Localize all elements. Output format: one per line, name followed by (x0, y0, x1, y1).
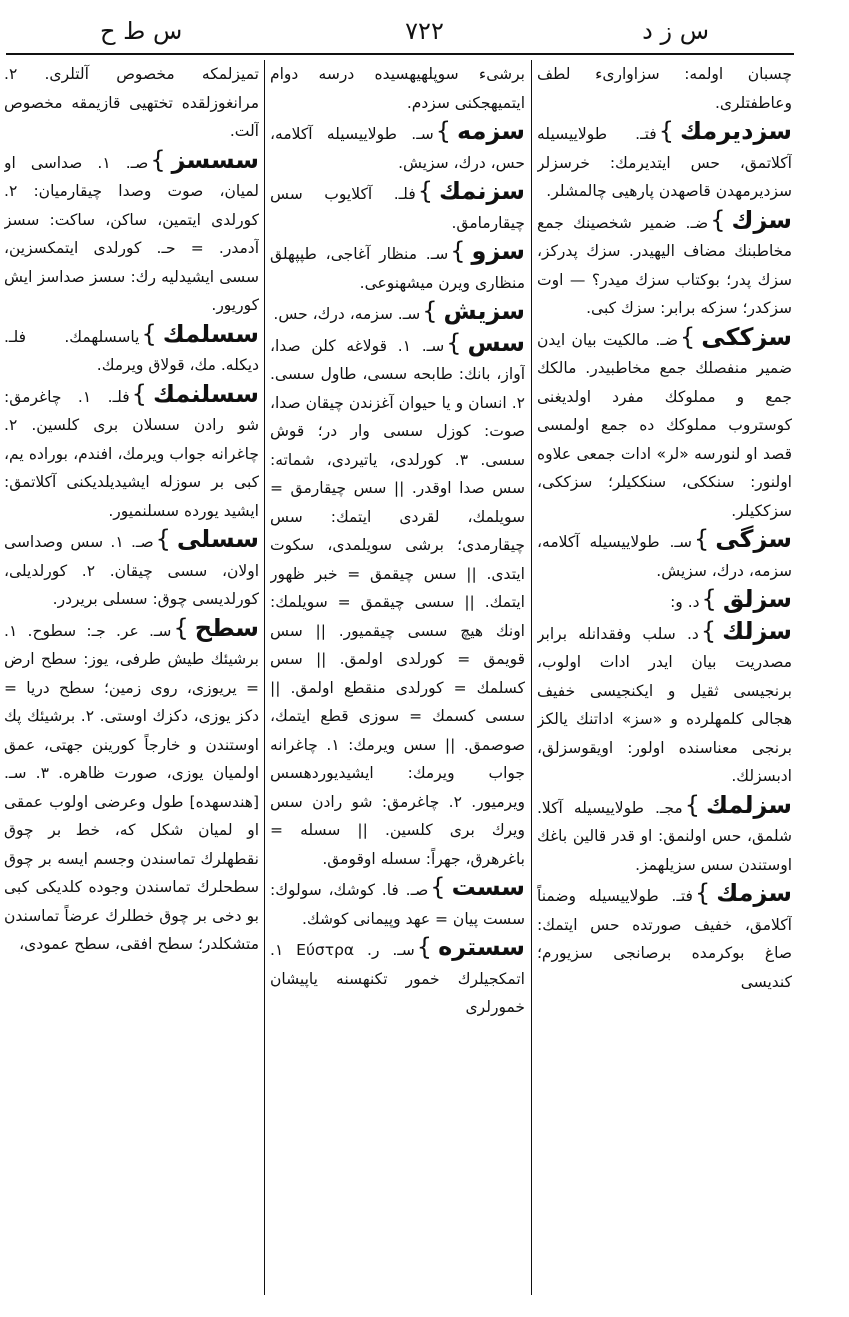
entry-brace: } (417, 177, 434, 205)
dictionary-entry (270, 177, 525, 237)
dictionary-entry (537, 791, 792, 880)
dictionary-entry (4, 614, 259, 959)
entry-definition: فلـ. ١. چاغرمق: شو رادن سسلان بری كلسین. ٢. چاغرانه جواب ویرمك، افندم، بوراده یم، كبی بر سوزله ایشیدیلدیكنی آكلاتمق: ایشید یورده سسلنمیور. (4, 387, 259, 520)
dictionary-entry (537, 525, 792, 585)
entry-definition: سـ. منظار آغاجی، طپپهلق منظاری ویرن میشهنوعی. (270, 245, 525, 292)
entry-definition: سـ. طولاییسیله آكلامه، حس، درك، سزیش. (270, 125, 525, 172)
page-number: ٧٢٢ (405, 17, 444, 45)
entry-headword: سس (467, 328, 525, 357)
dictionary-entry (537, 117, 792, 206)
column-divider (531, 60, 532, 1295)
entry-headword: سسلی (176, 525, 259, 553)
entry-headword: سسلمك (162, 319, 259, 348)
entry-brace: } (684, 790, 701, 819)
entry-headword: سطح (194, 613, 259, 642)
entry-headword: سزلق (722, 585, 792, 613)
dictionary-entry (270, 933, 525, 1022)
dictionary-entry (4, 380, 259, 526)
entry-definition: فلـ. آكلایوب سس چیقارمامق. (270, 185, 525, 232)
entry-definition: تمیزلمكه مخصوص آلتلری. ٢. مرانغوزلقده تختهیی قازیمقه مخصوص آلت. (4, 65, 259, 140)
entry-brace: } (131, 379, 147, 408)
entry-headword: سزككی (701, 322, 792, 351)
entry-headword: سزمك (716, 879, 792, 907)
entry-brace: } (430, 873, 446, 901)
entry-brace: } (710, 205, 726, 234)
entry-headword: سزنمك (439, 177, 525, 205)
dictionary-entry (270, 117, 525, 177)
entry-definition: صـ. فا. كوشك، سولوك: سست پیان = عهد وپیمانی كوشك. (270, 881, 525, 928)
entry-brace: } (446, 328, 462, 357)
entry-brace: } (141, 319, 157, 348)
dictionary-entry (537, 60, 792, 117)
entry-headword: سزگی (715, 525, 792, 553)
dictionary-entry (537, 323, 792, 526)
entry-headword: سزو (471, 237, 525, 265)
entry-headword: سزمه (457, 117, 525, 145)
entry-headword: سزك (731, 205, 792, 234)
entry-brace: } (155, 525, 171, 553)
entry-brace: } (435, 117, 452, 145)
entry-brace: } (693, 525, 710, 553)
entry-headword: سست (451, 873, 525, 901)
dictionary-entry (4, 60, 259, 146)
entry-definition: سـ. طولاییسیله آكلامه، سزمه، درك، سزیش. (537, 533, 792, 580)
header-left-guide-letters: س ط ح (100, 17, 183, 45)
entry-headword: سستره (438, 933, 525, 961)
page-header (0, 14, 849, 54)
entry-headword: سزیش (443, 297, 525, 325)
header-right-guide-letters: س ز د (642, 17, 709, 45)
entry-definition: یاسسلهمك. فلـ. دیكله. مك، قولاق ویرمك. (4, 327, 259, 374)
entry-headword: سسسز (171, 145, 259, 174)
dictionary-entry (4, 320, 259, 380)
entry-brace: } (694, 879, 711, 907)
entry-definition: ضـ. ضمیر شخصینك جمع مخاطبنك مضاف الیهیدر. سزك پدركز، سزك پدر؛ بوكتاب سزك میدر؟ — اوت سزكدر؛ سزكه برابر: سزك كبی. (537, 213, 792, 317)
entry-brace: } (416, 933, 433, 961)
dictionary-entry (270, 60, 525, 117)
entry-definition: د. و: (670, 593, 700, 611)
entry-brace: } (150, 145, 166, 174)
entry-brace: } (700, 616, 717, 645)
entry-brace: } (173, 613, 189, 642)
column-middle (270, 60, 525, 1305)
dictionary-entry (537, 879, 792, 996)
dictionary-entry (537, 617, 792, 791)
dictionary-entry (537, 585, 792, 617)
entry-definition: صـ. ١. صداسی او لمیان، صوت وصدا چیقارمیان: ٢. كورلدی ایتمین، ساكن، ساكت: سسز آدمدر. = حـ. كورلدی ایتمكسزین، سسی ایشیدلیه رك: سسز صداسز ایش كوریور. (4, 153, 259, 314)
column-right (537, 60, 792, 1305)
entry-definition: سـ. ر. Εύστρα ١. اتمكجیلرك خمور تكنهسنه یاپیشان خمورلری (270, 941, 525, 1016)
entry-definition: سـ. ١. قولاغه كلن صدا، آواز، بانك: طابحه سسی، طاول سسی. ٢. انسان و یا حیوان آغزندن چیقان صدا، صوت: كوزل سسی وار در؛ قوش سسی. ٣. كورلدی، یاتیردی، شماته: سس صدا اوقدر. || سس چیقارمق = سویلمك، لقردی ایتمك: سس چیقارمدی؛ برشی سویلمدی، سكوت ایتدی. || سس چیقمق = خبر ظهور ایتمك. || سسی چیقمق = سویلمك: اونك هیچ سسی چیقمیور. || سس قویمق = كورلدی اولمق. || سس كسلمك = كورلدی منقطع اولمق. || سسی كسمك = سوزی قطع ایتمك، صوصمق. || سس ویرمك: ١. چاغرانه جواب ویرمك: ایشیدیوردهسس ویرمیور. ٢. چاغرمق: شو رادن سس ویرك بری كلسین. || سسله = باغرهرق، جهراً: سسله اوقومق. (270, 336, 525, 868)
entry-definition: فتـ. طولاییسیله وضمناً آكلامق، خفیف صورتده حس ایتمك: صاغ بوكرمده برصانجی سزیورم؛ كندیسی (537, 887, 792, 991)
entry-definition: د. سلب وفقدانله برابر مصدریت بیان ایدر ادات اولوب، برنجیسی ثقیل و ایكنجیسی خفیف هجالی كلمهلرده و «سز» اداتنك یالكز برنجی معناسنده اولور: اویقوسزلق، ادبسزلك. (537, 624, 792, 785)
dictionary-entry (270, 297, 525, 329)
entry-definition: ضـ. مالكیت بیان ایدن ضمیر منفصلك جمع مخاطبیدر. مالكك جمع و مملوكك مفرد اولدیغنی كوستروب مملوكك ده جمع اولمسی قصد او لنورسه «لر» ادات جمعی علاوه اولنور: سنككی، سنككیلر؛ سزككی، سزككیلر. (537, 330, 792, 520)
entry-headword: سسلنمك (152, 379, 259, 408)
entry-definition: فتـ. طولاییسیله آكلاتمق، حس ایتدیرمك: خرسزلر سزدیرمهدن قاصهدن پارهیی چالمشلر. (537, 125, 792, 200)
entry-definition: برشیء سوپلهیهسیده درسه دوام ایتمیهجكنی سزدم. (270, 65, 525, 112)
dictionary-entry (270, 237, 525, 297)
entry-brace: } (679, 322, 696, 351)
entry-definition: سـ. عر. جـ: سطوح. ١. برشیئك طیش طرفی، یوز: سطح ارض = یریوزی، روی زمین؛ سطح دریا = دكز یوزی، دكزك اوستی. ٢. برشیئك پك اوستندن و خارجاً كورینن جهتی، عمق اولمیان یوزی، صورت ظاهره. ٣. سـ. [هندسهده] طول وعرضی اولوب عمقی او لمیان شكل كه، خط بر چوق نقطهلرك تماسندن وجسم ایسه بر چوق سطحلرك تماسندن وجوده كلدیكی كبی بو دخی بر چوق خطلرك عرضاً تماسندن متشكلدر؛ سطح افقی، سطح عمودی، (4, 621, 259, 953)
entry-headword: سزدیرمك (680, 117, 792, 145)
entry-headword: سزلمك (706, 790, 792, 819)
dictionary-entry (270, 873, 525, 933)
entry-headword: سزلك (722, 616, 792, 645)
column-left (4, 60, 259, 1305)
dictionary-entry (4, 146, 259, 320)
dictionary-entry (270, 329, 525, 874)
header-rule (6, 53, 794, 55)
dictionary-entry (537, 206, 792, 323)
dictionary-entry (4, 525, 259, 614)
entry-definition: چسبان اولمه: سزاواریء لطف وعاطفتلری. (537, 65, 792, 112)
entry-brace: } (701, 585, 717, 613)
entry-definition: سـ. سزمه، درك، حس. (273, 305, 421, 323)
entry-definition: مجـ. طولاییسیله آكلا. شلمق، حس اولنمق: او قدر قالین باغك اوستندن سس سزیلهمز. (537, 798, 792, 874)
entry-brace: } (422, 297, 438, 325)
entry-definition: صـ. ١. سس وصداسی اولان، سسی چیقان. ٢. كورلدیلی، كورلدیسی چوق: سسلی بریردر. (4, 533, 259, 608)
column-divider (264, 60, 265, 1295)
entry-brace: } (450, 237, 466, 265)
entry-brace: } (658, 117, 674, 145)
